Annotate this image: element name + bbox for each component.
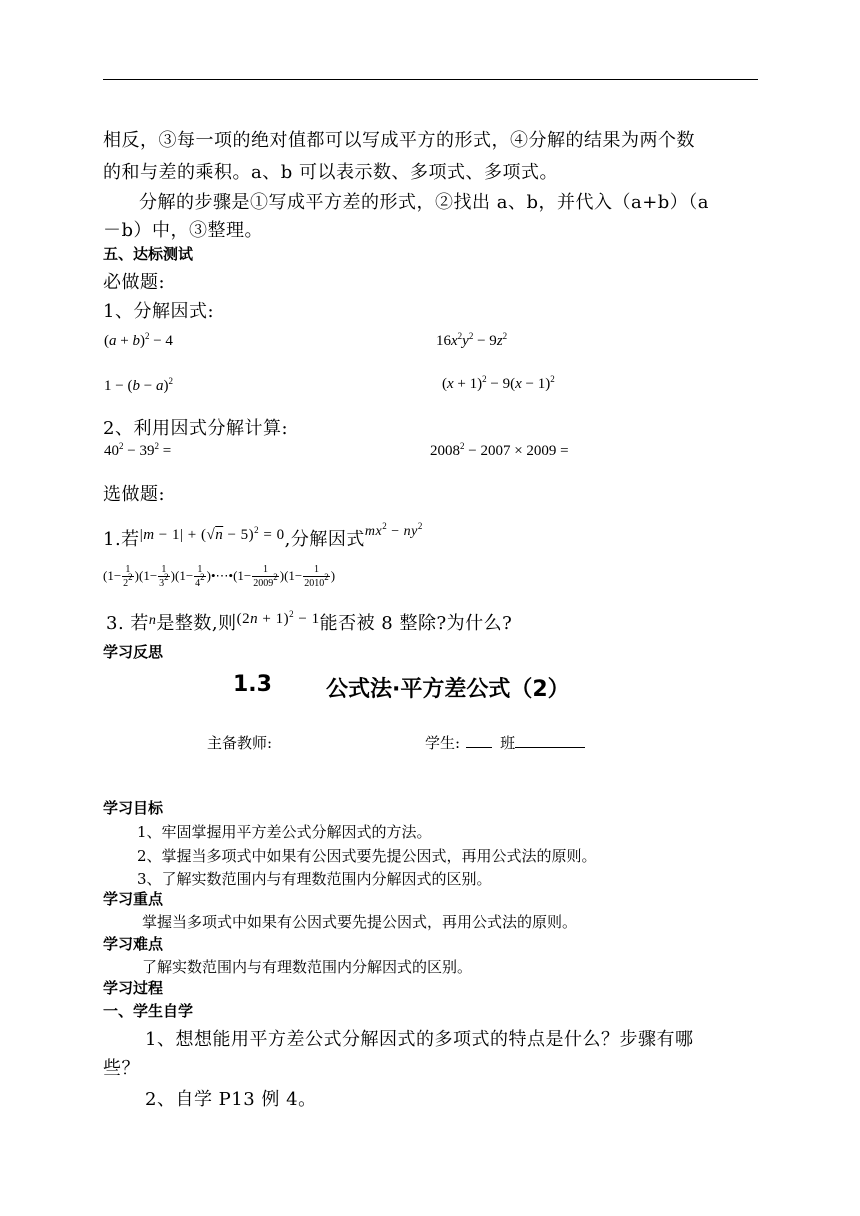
student-label: 学生: xyxy=(425,734,461,752)
difficulties-heading: 学习难点 xyxy=(103,935,164,953)
goal-item: 1、牢固掌握用平方差公式分解因式的方法。 xyxy=(137,823,432,841)
paragraph-line: 的和与差的乘积。a、b 可以表示数、多项式、多项式。 xyxy=(103,162,558,183)
teacher-label: 主备教师: xyxy=(207,734,273,752)
optional-q1 xyxy=(103,521,423,551)
class-label: 班 xyxy=(500,734,516,752)
section-heading: 五、达标测试 xyxy=(103,245,194,263)
process-item: 1、想想能用平方差公式分解因式的多项式的特点是什么？步骤有哪 xyxy=(145,1029,694,1050)
optional-label: 选做题: xyxy=(103,484,166,505)
paragraph-line: 分解的步骤是①写成平方差的形式，②找出 a、b，并代入（a+b）（a xyxy=(139,192,710,213)
paragraph-line: 相反，③每一项的绝对值都可以写成平方的形式，④分解的结果为两个数 xyxy=(103,130,695,151)
math-expression: $(x + 1)^2 - 9(x - 1)^2$ xyxy=(442,374,555,392)
opt1-mid: ,分解因式 xyxy=(284,529,365,550)
student-blank xyxy=(466,732,492,748)
opt3-suffix: 能否被 8 整除?为什么? xyxy=(319,613,513,634)
section-heading: 学习反思 xyxy=(103,643,164,661)
opt3-var: n xyxy=(148,613,157,628)
class-blank xyxy=(515,732,585,748)
math-expression: $16x^2y^2 - 9z^2$ xyxy=(436,331,508,349)
header-rule xyxy=(103,79,758,80)
math-expression: $1 - (b - a)^2$ xyxy=(104,376,173,394)
process-heading: 学习过程 xyxy=(103,979,164,997)
question-label: 2、利用因式分解计算: xyxy=(103,418,289,439)
math-expression: $(a + b)^2 - 4$ xyxy=(104,331,173,349)
difficulties-text: 了解实数范围内与有理数范围内分解因式的区别。 xyxy=(142,958,473,976)
process-item: 些？ xyxy=(103,1058,140,1079)
math-expression: mx2 − ny2 xyxy=(364,521,423,539)
math-expression: (1− $\frac{1}{2^2}$ )(1− $\frac{1}{3^2}$ )(1− $\frac{1}{4^2}$ )•⋯•(1− $\frac{1}{2009^2}$ )(1− $\frac{1}{2010^2}$ ) xyxy=(103,564,336,589)
math-expression: $2008^2 - 2007 \times 2009$ = xyxy=(430,441,569,459)
question-label: 1、分解因式: xyxy=(103,301,215,322)
opt3-mid: 是整数,则 xyxy=(156,613,237,634)
paragraph-line: －b）中，③整理。 xyxy=(103,220,264,241)
keypoints-heading: 学习重点 xyxy=(103,890,164,908)
math-expression: |m − 1| + (√n − 5)2 = 0 xyxy=(139,525,285,543)
lesson-title: 公式法·平方差公式（2） xyxy=(326,677,570,702)
goal-item: 2、掌握当多项式中如果有公因式要先提公因式，再用公式法的原则。 xyxy=(137,847,597,865)
goals-heading: 学习目标 xyxy=(103,799,164,817)
opt3-prefix: 3. 若 xyxy=(106,613,149,634)
required-label: 必做题: xyxy=(103,272,166,293)
student-field xyxy=(425,732,585,753)
goal-item: 3、了解实数范围内与有理数范围内分解因式的区别。 xyxy=(137,870,492,888)
optional-q3 xyxy=(106,609,512,635)
opt1-prefix: 1.若 xyxy=(103,529,140,550)
lesson-number: 1.3 xyxy=(233,672,272,697)
process-item: 2、自学 P13 例 4。 xyxy=(145,1089,317,1110)
math-expression: (2n + 1)2 − 1 xyxy=(236,609,320,627)
math-expression: $40^2 - 39^2$ = xyxy=(104,441,172,459)
keypoints-text: 掌握当多项式中如果有公因式要先提公因式，再用公式法的原则。 xyxy=(142,913,578,931)
process-subheading: 一、学生自学 xyxy=(103,1002,194,1020)
